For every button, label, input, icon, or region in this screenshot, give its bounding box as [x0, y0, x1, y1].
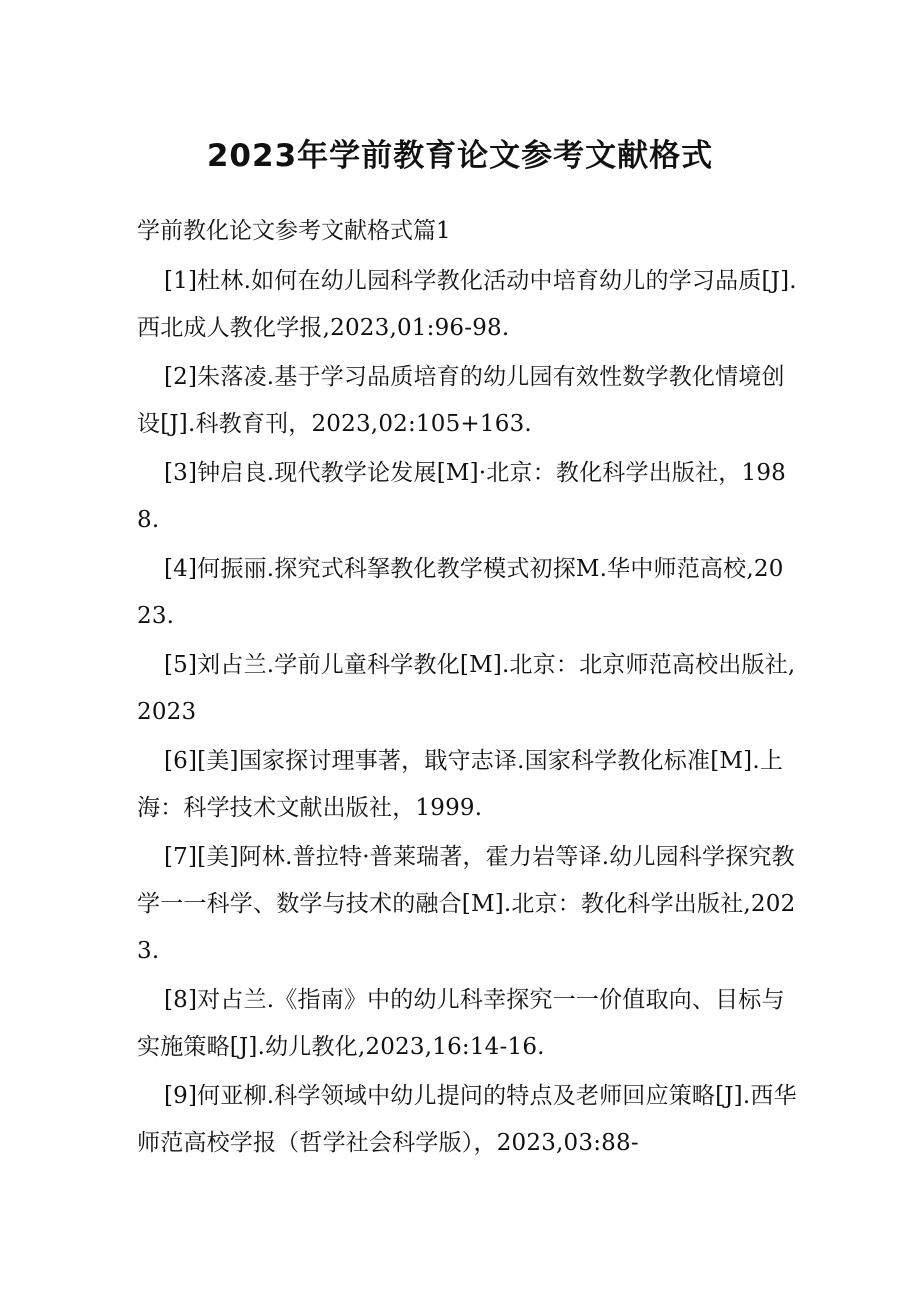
- reference-item: [7][美]阿林.普拉特·普莱瑞著，霍力岩等译.幼儿园科学探究教学一一科学、数学与技术的融合[M].北京：教化科学出版社,2023.: [137, 844, 796, 964]
- reference-item: [1]杜林.如何在幼儿园科学教化活动中培育幼儿的学习品质[J].西北成人教化学报,2023,01:96-98.: [137, 268, 797, 341]
- reference-item: [9]何亚柳.科学领域中幼儿提问的特点及老师回应策略[J].西华师范高校学报（哲学社会科学版），2023,03:88-: [137, 1083, 797, 1156]
- reference-item: [6][美]国家探讨理事著，戢守志译.国家科学教化标准[M].上海：科学技术文献出版社，1999.: [137, 748, 784, 821]
- reference-list: [137, 258, 797, 1169]
- reference-item: [4]何振丽.探究式科拏教化教学模式初探M.华中师范高校,2023.: [137, 556, 784, 629]
- reference-item: [2]朱落凌.基于学习品质培育的幼儿园有效性数学教化情境创设[J].科教育刊，2023,02:105+163.: [137, 364, 785, 437]
- reference-item: [3]钟启良.现代教学论发展[M]·北京：教化科学出版社，1988.: [137, 460, 786, 533]
- document-title: 2023年学前教育论文参考文献格式: [206, 138, 714, 174]
- reference-item: [5]刘占兰.学前儿童科学教化[M].北京：北京师范高校出版社,2023: [137, 652, 796, 725]
- section-heading: 学前教化论文参考文献格式篇1: [137, 218, 451, 244]
- reference-item: [8]对占兰.《指南》中的幼儿科幸探究一一价值取向、目标与实施策略[J].幼儿教化,2023,16:14-16.: [137, 987, 785, 1060]
